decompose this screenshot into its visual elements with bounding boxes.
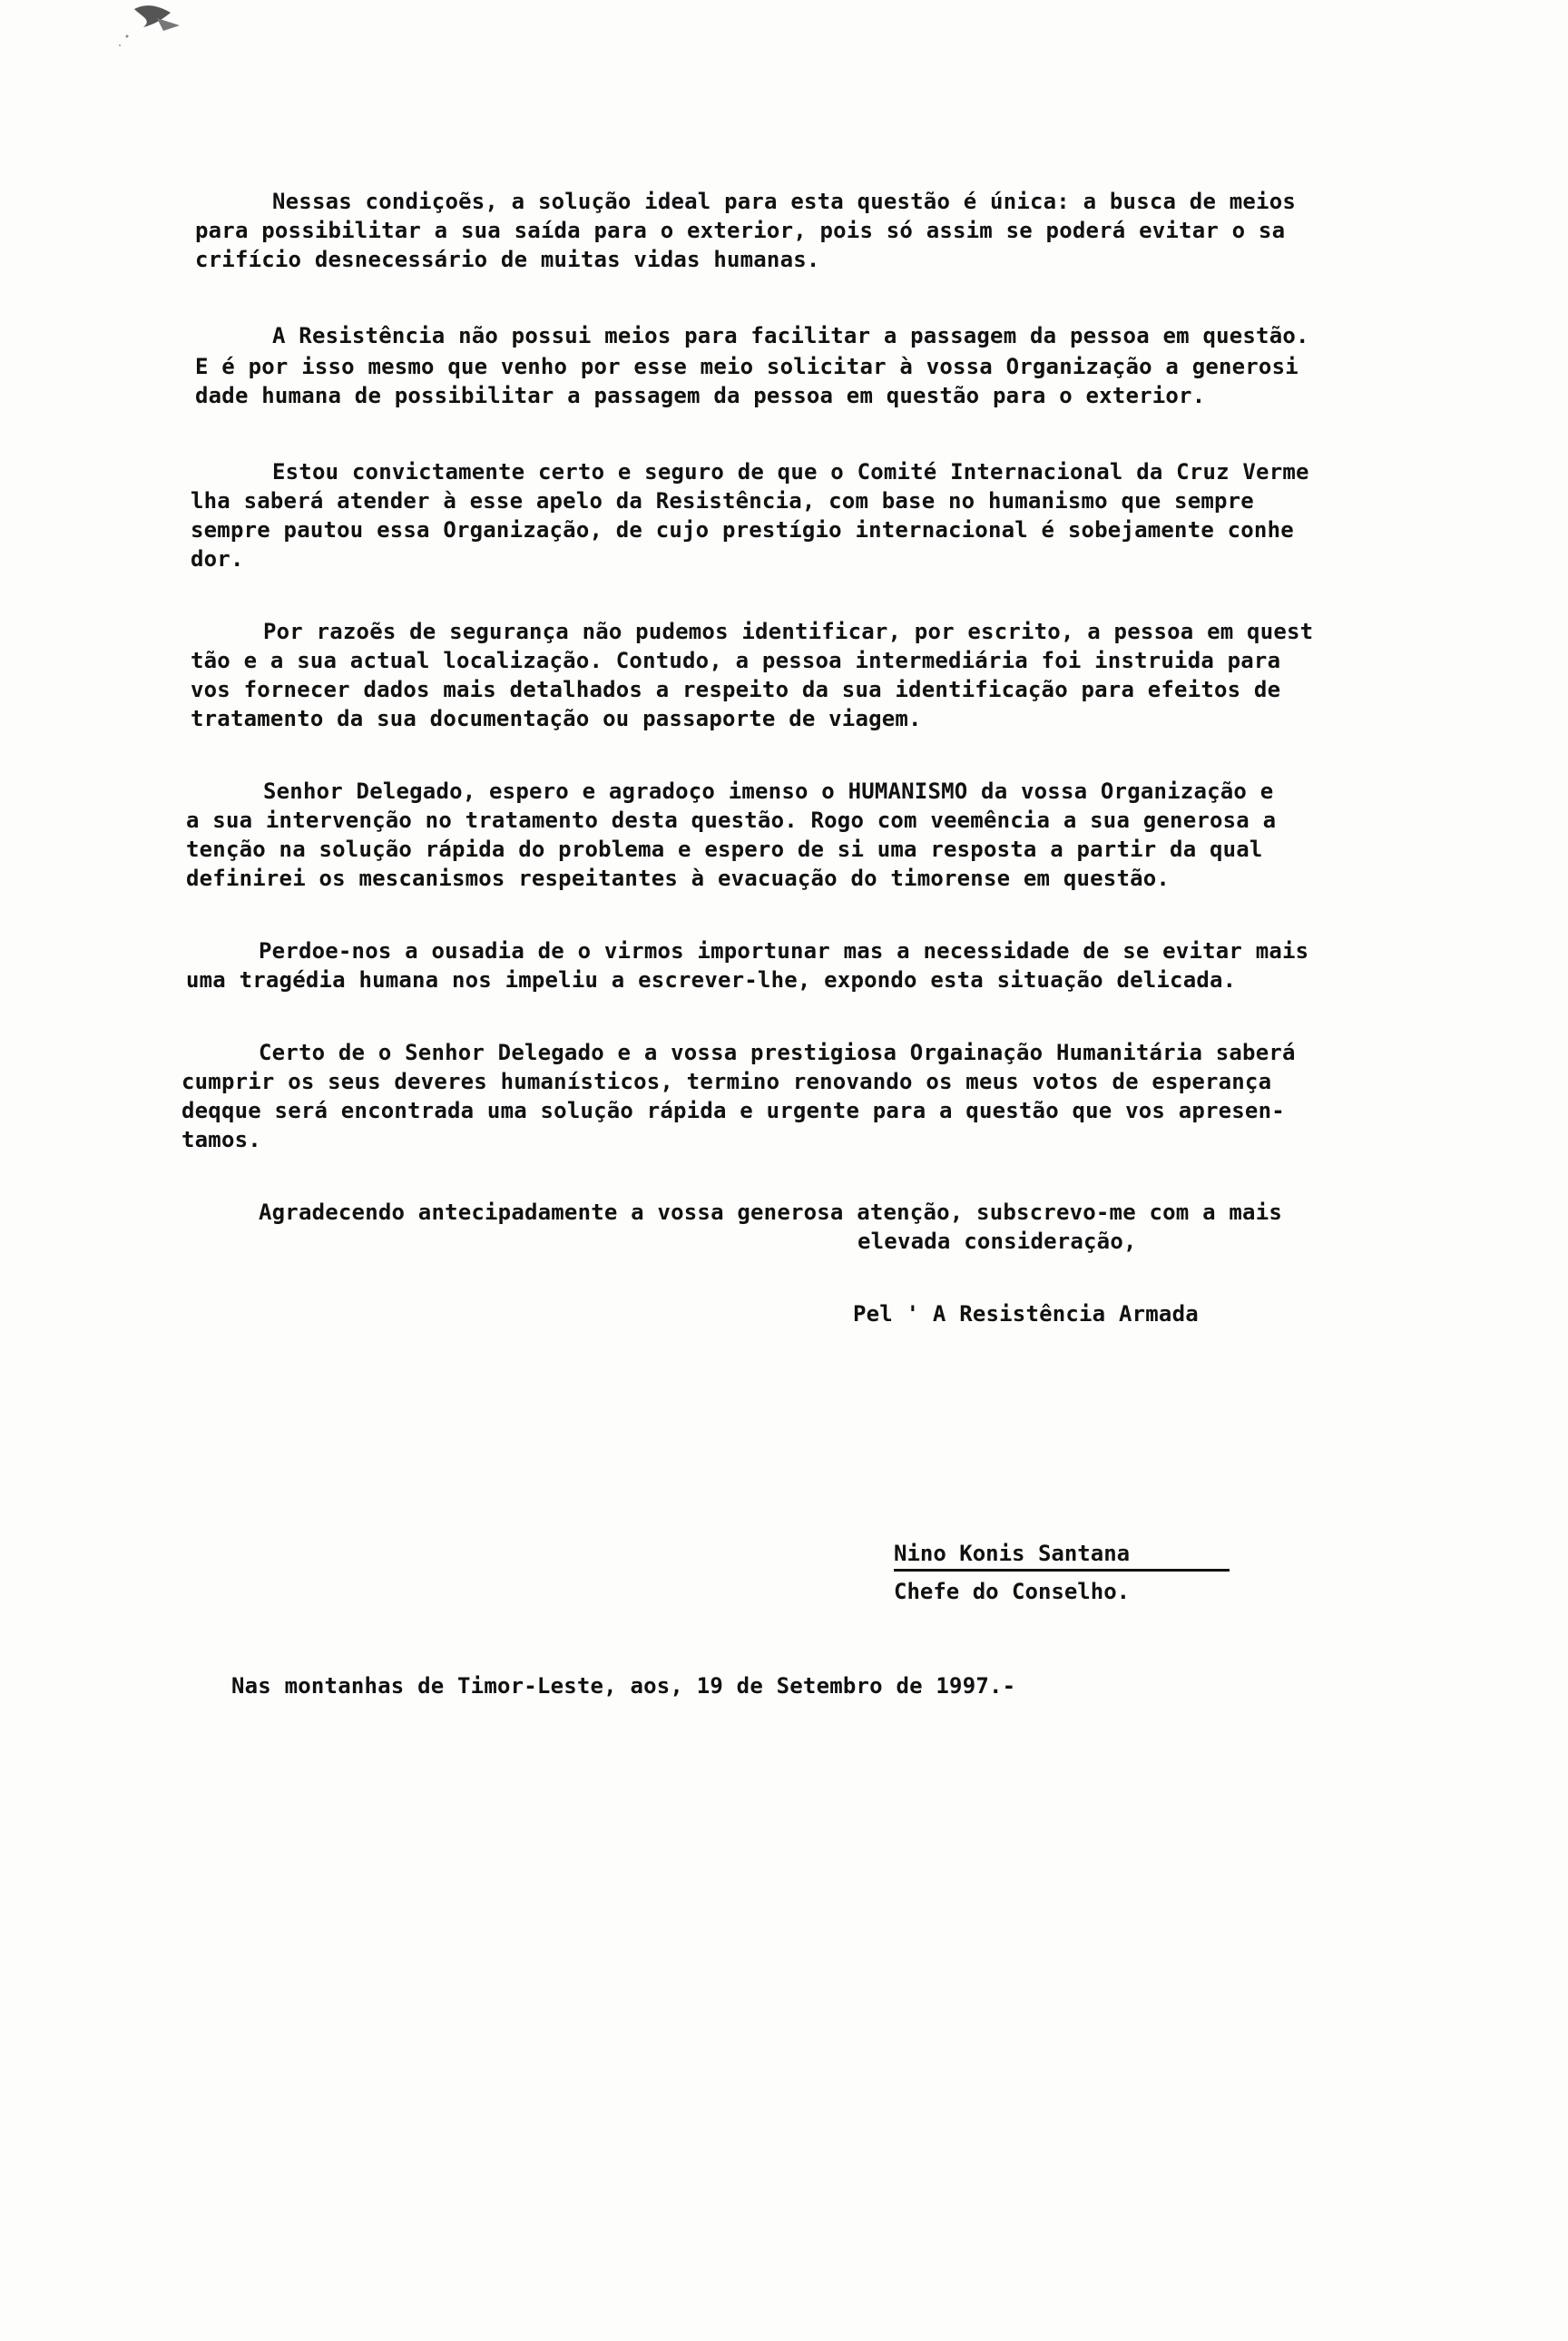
p2-line-3: dade humana de possibilitar a passagem da pessoa em questão para o exterior. — [195, 383, 1206, 408]
p3-line-3: sempre pautou essa Organização, de cujo prestígio internacional é sobejamente conhe — [191, 517, 1294, 543]
p5-line-4: definirei os mescanismos respeitantes à evacuação do timorense em questão. — [186, 866, 1171, 891]
p5-line-3: tenção na solução rápida do problema e espero de si uma resposta a partir da qual — [186, 837, 1263, 862]
p7-line-3: deqque será encontrada uma solução rápida e urgente para a questão que vos apresen- — [181, 1098, 1285, 1123]
signature-underline — [894, 1569, 1230, 1572]
p6-line-2: uma tragédia humana nos impeliu a escrever-lhe, expondo esta situação delicada. — [186, 967, 1237, 993]
p3-line-4: dor. — [191, 546, 244, 572]
p4-line-4: tratamento da sua documentação ou passaporte de viagem. — [191, 706, 922, 731]
p4-line-1: Por razoẽs de segurança não pudemos identificar, por escrito, a pessoa em quest — [263, 619, 1314, 644]
p1-line-2: para possibilitar a sua saída para o exterior, pois só assim se poderá evitar o sa — [195, 218, 1286, 243]
place-date: Nas montanhas de Timor-Leste, aos, 19 de Setembro de 1997.- — [231, 1673, 1016, 1699]
p7-line-1: Certo de o Senhor Delegado e a vossa prestigiosa Orgainação Humanitária saberá — [259, 1040, 1296, 1065]
ink-smudge — [107, 0, 207, 54]
closing-line-2: elevada consideração, — [858, 1229, 1137, 1254]
p1-line-3: crifício desnecessário de muitas vidas humanas. — [195, 247, 820, 272]
p3-line-1: Estou convictamente certo e seguro de que o Comité Internacional da Cruz Verme — [272, 459, 1309, 485]
p5-line-1: Senhor Delegado, espero e agradoço imenso o HUMANISMO da vossa Organização e — [263, 779, 1274, 804]
signature-title: Chefe do Conselho. — [894, 1579, 1131, 1604]
closing-line-1: Agradecendo antecipadamente a vossa generosa atenção, subscrevo-me com a mais — [259, 1200, 1282, 1225]
p7-line-2: cumprir os seus deveres humanísticos, termino renovando os meus votos de esperança — [181, 1069, 1272, 1094]
p7-line-4: tamos. — [181, 1127, 261, 1152]
p2-line-2: E é por isso mesmo que venho por esse meio solicitar à vossa Organização a generosi — [195, 354, 1298, 379]
p2-line-1: A Resistência não possui meios para facilitar a passagem da pessoa em questão. — [272, 323, 1309, 348]
sender-line: Pel ' A Resistência Armada — [853, 1301, 1199, 1327]
p1-line-1: Nessas condiçoẽs, a solução ideal para esta questão é única: a busca de meios — [272, 189, 1296, 214]
p4-line-3: vos fornecer dados mais detalhados a respeito da sua identificação para efeitos de — [191, 677, 1281, 702]
p3-line-2: lha saberá atender à esse apelo da Resistência, com base no humanismo que sempre — [191, 488, 1254, 514]
p4-line-2: tão e a sua actual localização. Contudo, a pessoa intermediária foi instruida para — [191, 648, 1281, 673]
p6-line-1: Perdoe-nos a ousadia de o virmos importunar mas a necessidade de se evitar mais — [259, 938, 1309, 964]
p5-line-2: a sua intervenção no tratamento desta questão. Rogo com veemência a sua generosa a — [186, 808, 1277, 833]
signature-name: Nino Konis Santana — [894, 1541, 1131, 1566]
